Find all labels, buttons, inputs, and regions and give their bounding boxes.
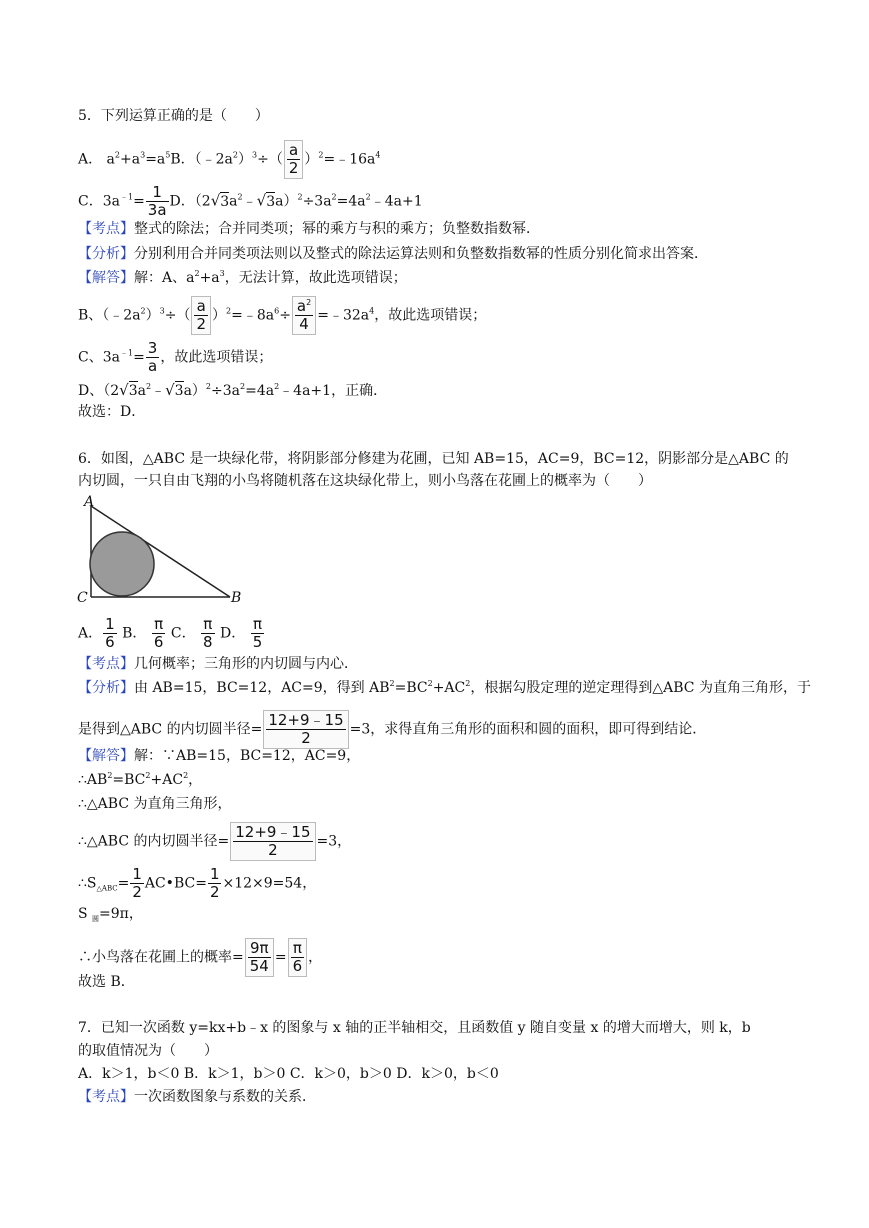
q5-jieda-c: C、$3a^{﹣1}=$ $\frac{3}{a}$ ，故此选项错误； <box>78 339 273 375</box>
q5-kaodian: 【考点】整式的除法；合并同类项；幂的乘方与积的乘方；负整数指数幂． <box>78 221 540 237</box>
q6-fenxi-line2: 是得到△ABC 的内切圆半径= $\frac{12+9﹣15}{2}$ =3，求得直角三角形的面积和圆的面积，即可得到结论． <box>78 711 707 747</box>
fenxi-tag: 【分析】 <box>78 680 134 696</box>
vertex-c-label: C <box>77 590 88 606</box>
q5-title: 5．下列运算正确的是（ ） <box>78 108 269 124</box>
q5-jieda-d: D、$(2√3a^2﹣√3a)^2\div 3a^2=4a^2﹣4a+1$，正确． <box>78 381 388 399</box>
q6-jieda-2: $\therefore AB^2=BC^2+AC^2$， <box>78 771 203 788</box>
q6-jieda-1: 【解答】解：∵AB=15，BC=12，AC=9， <box>78 748 361 764</box>
q7-kaodian: 【考点】一次函数图象与系数的关系． <box>78 1089 316 1105</box>
kaodian-tag: 【考点】 <box>78 656 134 672</box>
q7-options: A．k＞1，b＜0 B．k＞1，b＞0 C．k＞0，b＞0 D．k＞0，b＜0 <box>78 1066 499 1082</box>
q6-jieda-7: ∴小鸟落在花圃上的概率= $\frac{9\pi}{54}$ = $\frac{\pi}{6}$ ， <box>78 939 323 975</box>
q5-fenxi: 【分析】分别利用合并同类项法则以及整式的除法运算法则和负整数指数幂的性质分别化简求出答案． <box>78 246 708 262</box>
vertex-a-label: A <box>84 494 95 510</box>
triangle-incircle-figure <box>72 494 250 608</box>
incircle-shape <box>90 532 154 596</box>
q7-title-line1: 7．已知一次函数 y=kx+b﹣x 的图象与 x 轴的正半轴相交，且函数值 y 随自变量 x 的增大而增大，则 k，b <box>78 1020 751 1036</box>
q5-answer: 故选：D． <box>78 404 146 420</box>
q6-jieda-5: $\therefore S_{\triangle ABC}=$ $\frac{1}{2}$ AC•BC= $\frac{1}{2}$ ×12×9=54， <box>78 865 317 901</box>
vertex-b-label: B <box>231 590 242 606</box>
kaodian-tag: 【考点】 <box>78 1089 134 1105</box>
q6-fenxi-line1: 【分析】由 AB=15，BC=12，AC=9，得到 $AB^2=BC^2+AC^2$，根据勾股定理的逆定理得到△ABC 为直角三角形，于 <box>78 679 811 696</box>
jieda-tag: 【解答】 <box>78 748 134 764</box>
q6-jieda-3: ∴△ABC 为直角三角形， <box>78 796 232 812</box>
q6-options: A． $\frac{1}{6}$ B． $\frac{\pi}{6}$ C． $\frac{\pi}{8}$ D． $\frac{\pi}{5}$ <box>78 615 263 651</box>
q7-title-line2: 的取值情况为（ ） <box>78 1043 218 1059</box>
q6-jieda-4: ∴△ABC 的内切圆半径= $\frac{12+9﹣15}{2}$ =3， <box>78 823 352 859</box>
q6-answer: 故选 B． <box>78 974 135 990</box>
q5-jieda: 【解答】解：A、$a^2+a^3$，无法计算，故此选项错误； <box>78 269 407 286</box>
kaodian-tag: 【考点】 <box>78 221 134 237</box>
fenxi-tag: 【分析】 <box>78 246 134 262</box>
q6-jieda-6: S $_圆$=9π， <box>78 906 143 923</box>
q5-jieda-b: B、$(﹣2a^2)^3\div$（ $\frac{a}{2}$ ）$^2=﹣8a^6\div$ $\frac{a^2}{4}$ $=﹣32a^4$，故此选项错误； <box>78 297 487 333</box>
q5-options-ab: A． $a^2+a^3=a^5B$．$(﹣2a^2)^3\div$（ $\frac{a}{2}$ ）$^2=﹣16a^4$ <box>78 141 381 177</box>
q6-title-line2: 内切圆，一只自由飞翔的小鸟将随机落在这块绿化带上，则小鸟落在花圃上的概率为（ ） <box>78 473 652 489</box>
q6-title-line1: 6．如图，△ABC 是一块绿化带，将阴影部分修建为花圃，已知 AB=15，AC=9，BC=12，阴影部分是△ABC 的 <box>78 451 789 467</box>
jieda-tag: 【解答】 <box>78 270 134 286</box>
q6-kaodian: 【考点】几何概率；三角形的内切圆与内心． <box>78 656 358 672</box>
q5-options-cd: C．$3a^{﹣1}=$ $\frac{1}{3a}$ D．$(2√3a^2﹣√3a)^2\div 3a^2=4a^2﹣4a+1$ <box>78 183 423 219</box>
